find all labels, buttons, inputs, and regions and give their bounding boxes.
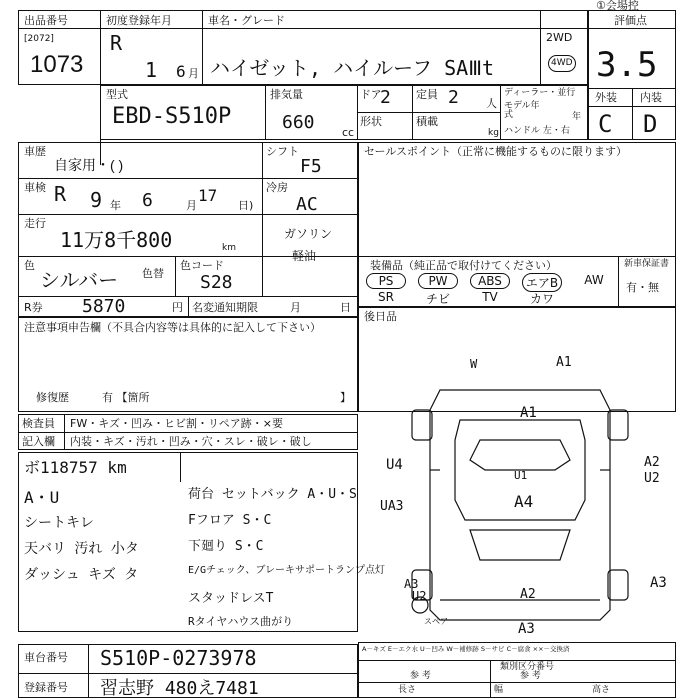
mileage-unit: km (222, 243, 236, 253)
lot-label: 出品番号 (24, 14, 68, 27)
load-label: 積載 (416, 115, 438, 128)
equip-tv-small: チビ (425, 292, 450, 306)
equip-tv: TV (482, 290, 498, 304)
inspection-day: 17 (198, 186, 218, 205)
dim-width: 幅 (494, 685, 504, 695)
color-label: 色 (24, 259, 35, 272)
month-unit: 月 (188, 67, 199, 80)
equip-title: 装備品（純正品で取付けてください） (370, 259, 557, 272)
equip-leather: カワ (529, 292, 554, 306)
drive-2wd: 2WD (546, 31, 573, 44)
exterior-label: 外装 (595, 91, 617, 104)
diag-mark-a4: A4 (514, 492, 534, 511)
diag-mark-a3-bottom: A3 (518, 621, 535, 637)
inspection-era: R (54, 182, 67, 206)
equip-sr: SR (378, 290, 394, 304)
dealer-label: ディーラー・並行 (504, 88, 576, 98)
diag-mark-u1: U1 (514, 469, 528, 482)
equip-airbag: エアB (522, 273, 562, 292)
doors-value: 2 (380, 87, 391, 108)
chassis-label: 車台番号 (24, 651, 68, 664)
inspection-month-unit: 月 (186, 199, 197, 212)
dim-length: 長さ (398, 685, 417, 695)
legend-text: A－キズ E－エク水 U－凹み W－補修跡 S－サビ C－腐食 ××－交換済 (362, 645, 570, 653)
model-year-unit: 年 (572, 112, 582, 122)
score-label: 評価点 (614, 14, 647, 27)
spare-label: スペア (424, 617, 448, 626)
venue-label: ①会場控 (596, 0, 639, 12)
inspection-year-unit: 年 (110, 199, 121, 212)
exterior-value: C (598, 110, 613, 138)
mileage-label: 走行 (24, 217, 46, 230)
inspection-label: 車検 (24, 181, 46, 194)
dim-height: 高さ (592, 685, 611, 695)
diag-mark-w: W (470, 357, 478, 371)
capacity-label: 定員 (416, 88, 438, 101)
equip-abs: ABS (470, 273, 510, 289)
lot-sub: [2072] (24, 34, 54, 44)
shift-label: シフト (266, 145, 299, 158)
color-swap-label: 色替 (142, 267, 164, 280)
diag-mark-u4: U4 (386, 457, 403, 473)
inspection-year: 9 (90, 188, 103, 212)
diag-mark-a3-left: A3 (404, 577, 419, 591)
first-reg-year: 1 (145, 58, 158, 82)
diag-mark-a2-right: A2 (644, 455, 660, 470)
hw-note-4: ダッシュ キズ タ (24, 567, 139, 583)
title-deadline-label: 名変通知期限 (192, 301, 258, 314)
code-label: 類別区分番号 (500, 662, 555, 672)
first-reg-era: R (110, 31, 123, 55)
hw-note-3: 天バリ 汚れ 小タ (24, 541, 139, 557)
interior-value: D (643, 110, 658, 138)
displacement-unit: cc (342, 126, 355, 139)
inspection-day-unit: 日) (238, 199, 254, 212)
drive-4wd: 4WD (548, 55, 576, 72)
load-unit: kg (488, 128, 499, 138)
equip-pw: PW (418, 273, 458, 289)
model-year-label: モデル年式 (504, 101, 540, 120)
hw-note-2: シートキレ (24, 515, 94, 531)
diag-mark-a1-top: A1 (556, 355, 572, 370)
diag-mark-a2-bottom: A2 (520, 587, 536, 602)
lot-number: 1073 (30, 51, 84, 78)
first-reg-month: 6 (176, 62, 186, 81)
back-label: 後日品 (364, 310, 397, 323)
diag-mark-u2-right: U2 (644, 471, 660, 486)
caution-label: 注意事項申告欄（不具合内容等は具体的に記入して下さい） (24, 321, 321, 334)
car-name-label: 車名・グレード (208, 14, 285, 27)
displacement-label: 排気量 (270, 88, 303, 101)
capacity-unit: 人 (486, 97, 497, 110)
inspector-row-2: 内装・キズ・汚れ・凹み・穴・スレ・破レ・破し (70, 435, 312, 448)
repair-close: 】 (340, 391, 351, 404)
color-code-value: S28 (200, 272, 233, 293)
model-label: 型式 (106, 88, 128, 101)
ref-label-2: 参 考 (520, 671, 541, 681)
hw-note-10: Rタイヤハウス曲がり (188, 615, 294, 628)
title-deadline-month: 月 (290, 301, 301, 314)
capacity-value: 2 (448, 87, 459, 108)
first-reg-label: 初度登録年月 (106, 14, 172, 27)
warranty-label: 新車保証書 (624, 259, 670, 269)
ref-label: 参 考 (410, 671, 431, 681)
ac-label: 冷房 (266, 181, 288, 194)
doors-label: ドア (360, 88, 382, 101)
shift-value: F5 (300, 156, 322, 177)
hw-note-9: スタッドレスT (188, 591, 274, 606)
repair-value: 有 【箇所 (102, 391, 150, 404)
hw-note-7: 下廻り S・C (188, 539, 264, 554)
hw-note-1: A・U (24, 488, 60, 507)
recycle-label: R券 (24, 301, 43, 314)
hw-note-5: 荷台 セットバック A・U・S (188, 487, 357, 502)
model-value: EBD-S510P (112, 104, 232, 129)
diag-mark-ua3: UA3 (380, 499, 404, 514)
reg-value: 習志野 480え7481 (100, 678, 259, 699)
mileage-value: 11万8千800 (60, 228, 173, 252)
equip-aw: AW (584, 273, 604, 287)
diag-mark-a1: A1 (520, 405, 537, 421)
hw-note-6: Fフロア S・C (188, 513, 272, 528)
repair-label: 修復歴 (36, 391, 69, 404)
history-value: 自家用・( ) (54, 157, 124, 173)
handle-label: ハンドル 左・右 (504, 126, 570, 136)
recycle-value: 5870 (82, 296, 126, 317)
recycle-unit: 円 (172, 301, 183, 314)
inspector-label-2: 記入欄 (22, 435, 55, 448)
title-deadline-day: 日 (340, 301, 351, 314)
hw-note-0: ボ118757 km (24, 458, 127, 477)
diag-mark-a3-right: A3 (650, 575, 667, 591)
color-value: シルバー (40, 268, 119, 292)
reg-label: 登録番号 (24, 681, 68, 694)
fuel-diesel: 軽油 (292, 249, 317, 263)
fuel-gas: ガソリン (284, 227, 333, 241)
equip-ps: PS (366, 273, 406, 289)
hw-note-8: E/Gチェック、ブレーキサポートランプ点灯 (188, 565, 385, 576)
warranty-value: 有・無 (626, 281, 659, 294)
shape-label: 形状 (360, 115, 382, 128)
displacement-value: 660 (282, 112, 315, 133)
sales-title: セールスポイント（正常に機能するものに限ります） (364, 145, 628, 158)
inspector-row-1: FW・キズ・凹み・ヒビ割・リペア跡・×要 (70, 417, 283, 430)
history-label: 車歴 (24, 145, 46, 158)
chassis-value: S510P-0273978 (100, 646, 257, 670)
score-value: 3.5 (596, 45, 658, 85)
inspector-label-1: 検査員 (22, 417, 55, 430)
diag-mark-u2-left: U2 (412, 589, 427, 603)
color-code-label: 色コード (180, 259, 224, 272)
inspection-month: 6 (142, 190, 153, 211)
car-name: ハイゼット, ハイルーフ SAⅢt (210, 56, 495, 80)
ac-value: AC (296, 194, 318, 215)
interior-label: 内装 (640, 91, 662, 104)
